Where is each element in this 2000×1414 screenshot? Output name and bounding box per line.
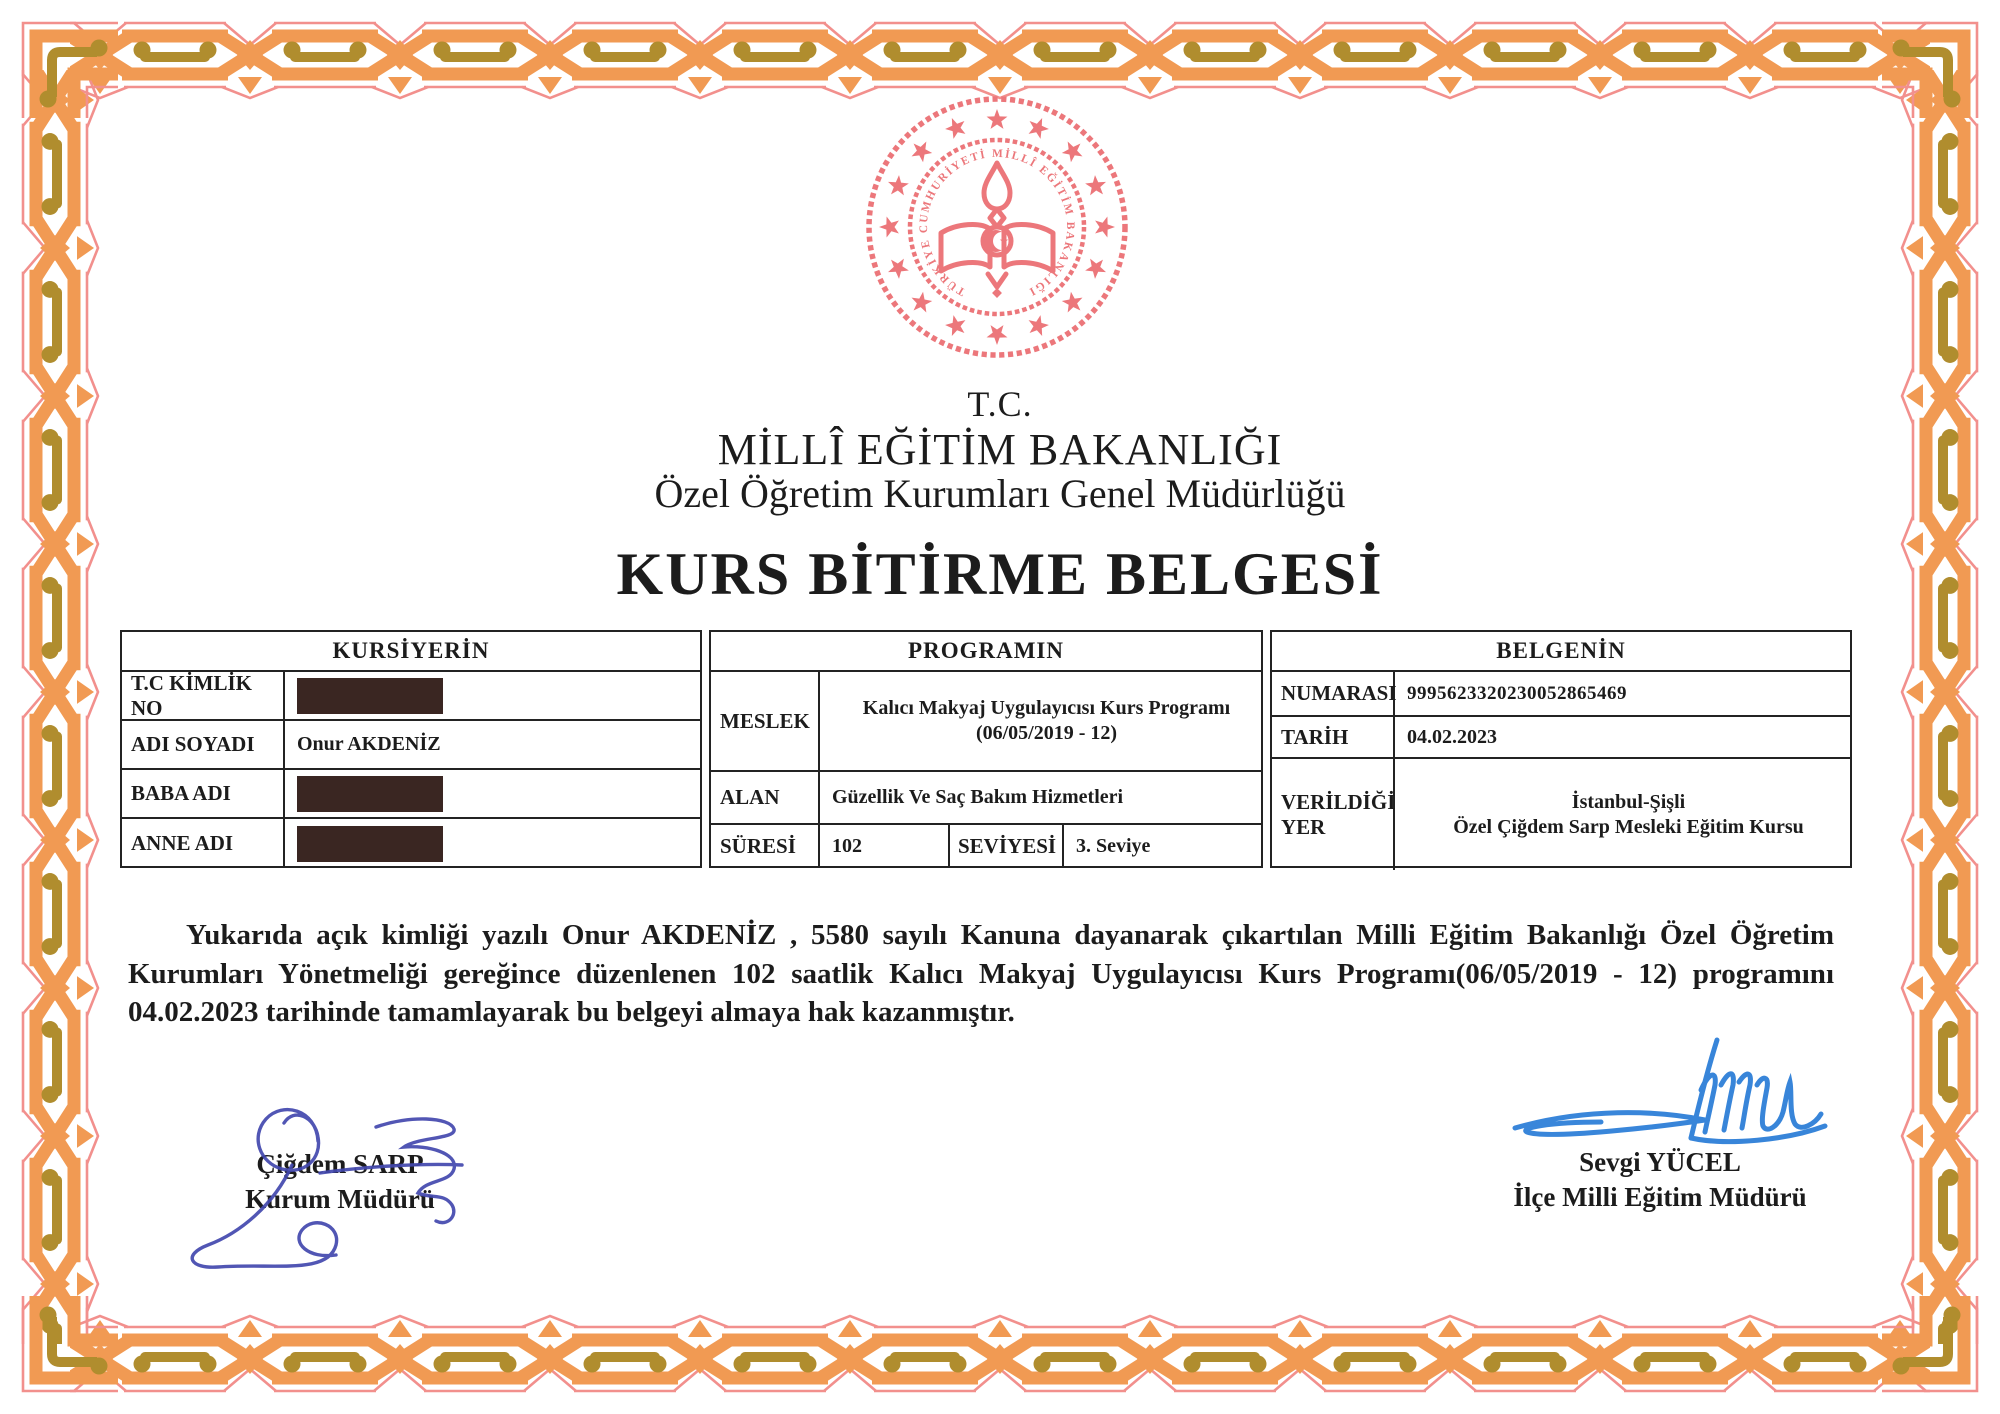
- signature-right-ink: [1505, 1028, 1835, 1158]
- belge-no-value: 9995623320230052865469: [1407, 682, 1627, 704]
- border-corner-br: [1882, 1296, 1977, 1391]
- border-bottom: [70, 1314, 1930, 1394]
- border-corner-bl: [23, 1296, 118, 1391]
- header-directorate: Özel Öğretim Kurumları Genel Müdürlüğü: [654, 471, 1346, 516]
- border-left: [20, 70, 100, 1344]
- emblem-circular-text: TÜRKİYE CUMHURİYETİ MİLLÎ EĞİTİM BAKANLIĞI: [917, 147, 1077, 299]
- table-programin: [709, 630, 1263, 868]
- border-right: [1900, 70, 1980, 1344]
- signature-left-ink: [170, 1075, 530, 1315]
- kursiyerin-header: KURSİYERİN: [122, 632, 700, 672]
- programin-header: PROGRAMIN: [711, 632, 1261, 672]
- table-row: [122, 819, 700, 868]
- certificate-title: KURS BİTİRME BELGESİ: [616, 541, 1384, 607]
- row-label: SÜRESİ: [711, 825, 820, 868]
- redacted-value: [297, 678, 443, 714]
- table-row: [711, 825, 1261, 868]
- belgenin-header: BELGENİN: [1272, 632, 1850, 672]
- redacted-value: [297, 826, 443, 862]
- row-label: ANNE ADI: [122, 819, 285, 868]
- table-kursiyerin: [120, 630, 702, 868]
- header-ministry: MİLLÎ EĞİTİM BAKANLIĞI: [717, 425, 1283, 474]
- signer-name-left: Çiğdem SARP: [256, 1149, 424, 1179]
- border-corner-tl: [23, 23, 118, 118]
- meslek-value-line2: (06/05/2019 - 12): [975, 722, 1118, 744]
- suresi-value: 102: [820, 825, 950, 868]
- signer-title-right: İlçe Milli Eğitim Müdürü: [1513, 1182, 1807, 1213]
- table-row: [711, 672, 1261, 772]
- row-label: MESLEK: [711, 672, 820, 770]
- table-row: [122, 770, 700, 819]
- row-label: SEVİYESİ: [950, 825, 1064, 868]
- table-row: [1272, 672, 1850, 717]
- meb-ministry-emblem: [859, 89, 1135, 365]
- table-row: [122, 672, 700, 721]
- header-tc: T.C.: [967, 384, 1033, 424]
- row-label: ADI SOYADI: [122, 721, 285, 768]
- table-row: [122, 721, 700, 770]
- table-row: [1272, 717, 1850, 759]
- row-label: NUMARASI: [1272, 672, 1395, 715]
- table-belgenin: [1270, 630, 1852, 868]
- verildigi-yer-line2: Özel Çiğdem Sarp Mesleki Eğitim Kursu: [1453, 815, 1804, 838]
- tarih-value: 04.02.2023: [1407, 725, 1497, 748]
- emblem-bottom-diamond: [992, 288, 1002, 298]
- row-label: ALAN: [711, 772, 820, 823]
- row-label: T.C KİMLİK NO: [122, 672, 285, 719]
- verildigi-yer-line1: İstanbul-Şişli: [1571, 790, 1686, 813]
- svg-text:TÜRKİYE CUMHURİYETİ MİLLÎ EĞİT: [918, 146, 1076, 298]
- certificate-statement: Yukarıda açık kimliği yazılı Onur AKDENİZ , 5580 sayılı Kanuna dayanarak çıkartılan Milli Eğitim Bakanlığı Özel Öğretim Kurumları Yönetmeliği gereğince düzenlenen 102 saatlik Kalıcı Makyaj Uygulayıcısı Kurs Programı(06/05/2019 - 12) programını 04.02.2023 tarihinde tamamlayarak bu belgeyi almaya hak kazanmıştır.: [128, 919, 1834, 1029]
- redacted-value: [297, 776, 443, 812]
- table-row: [711, 772, 1261, 825]
- row-label: TARİH: [1272, 717, 1395, 757]
- emblem-torch-book-icon: [941, 163, 1053, 287]
- meslek-value-line1: Kalıcı Makyaj Uygulayıcısı Kurs Programı: [862, 697, 1231, 719]
- row-label: BABA ADI: [122, 770, 285, 817]
- signer-title-left: Kurum Müdürü: [245, 1184, 435, 1215]
- row-value: Güzellik Ve Saç Bakım Hizmetleri: [832, 786, 1124, 808]
- border-top: [70, 20, 1930, 100]
- table-row: [1272, 759, 1850, 870]
- signer-name-right: Sevgi YÜCEL: [1579, 1147, 1741, 1177]
- border-corner-tr: [1882, 23, 1977, 118]
- row-label: VERİLDİĞİ YER: [1272, 759, 1395, 870]
- seviyesi-value: 3. Seviye: [1076, 835, 1151, 857]
- row-value: Onur AKDENİZ: [297, 733, 441, 755]
